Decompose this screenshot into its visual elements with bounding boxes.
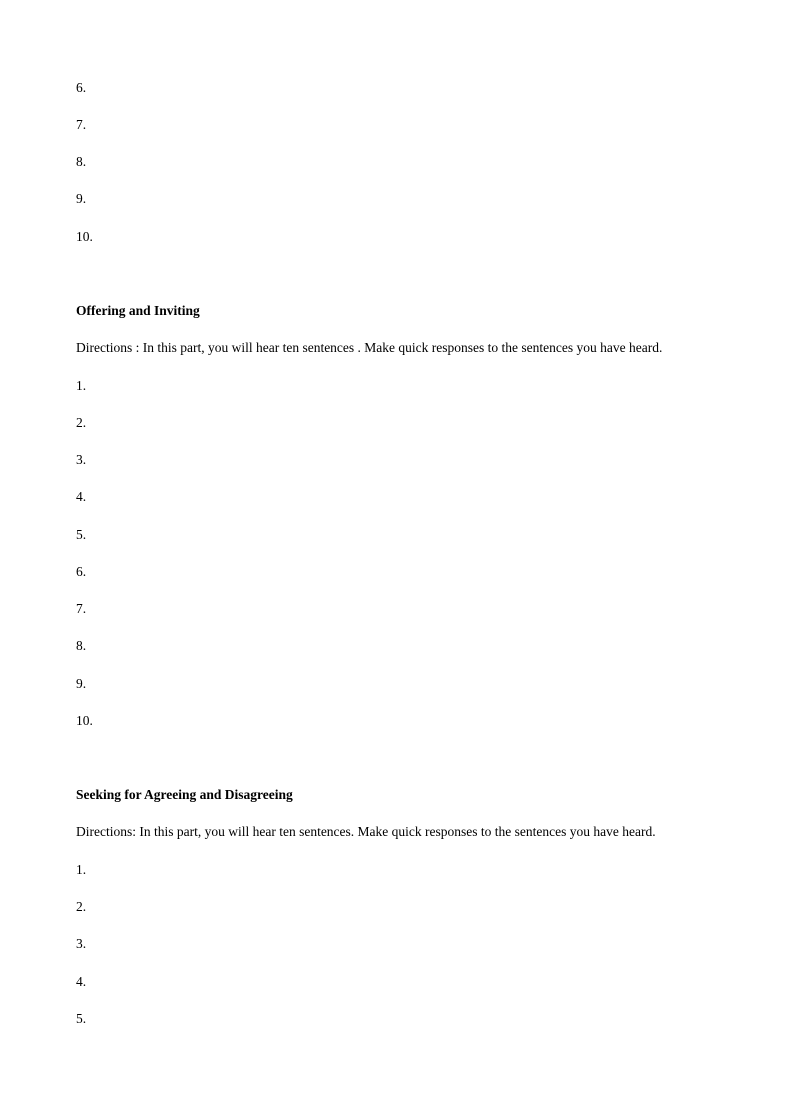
list-item-number: 7.: [76, 117, 87, 132]
list-item-number: 6.: [76, 80, 87, 95]
list-item-number: 5.: [76, 1011, 87, 1026]
list-item-number: 1.: [76, 862, 87, 877]
section-directions: Directions : In this part, you will hear ten sentences . Make quick responses to the sentences you have heard.: [76, 340, 663, 355]
section-heading-agreeing-disagreeing: Seeking for Agreeing and Disagreeing: [76, 787, 293, 802]
list-item-number: 10.: [76, 713, 93, 728]
section-heading-offering-inviting: Offering and Inviting: [76, 303, 200, 318]
list-item-number: 9.: [76, 191, 87, 206]
list-item-number: 3.: [76, 936, 87, 951]
list-item-number: 10.: [76, 229, 93, 244]
list-item-number: 4.: [76, 974, 87, 989]
list-item-number: 2.: [76, 415, 87, 430]
list-item-number: 9.: [76, 676, 87, 691]
list-item-number: 5.: [76, 527, 87, 542]
list-item-number: 2.: [76, 899, 87, 914]
list-item-number: 3.: [76, 452, 87, 467]
section-directions: Directions: In this part, you will hear ten sentences. Make quick responses to the sentences you have heard.: [76, 824, 656, 839]
list-item-number: 7.: [76, 601, 87, 616]
list-item-number: 8.: [76, 154, 87, 169]
list-item-number: 8.: [76, 638, 87, 653]
list-item-number: 1.: [76, 378, 87, 393]
list-item-number: 4.: [76, 489, 87, 504]
list-item-number: 6.: [76, 564, 87, 579]
